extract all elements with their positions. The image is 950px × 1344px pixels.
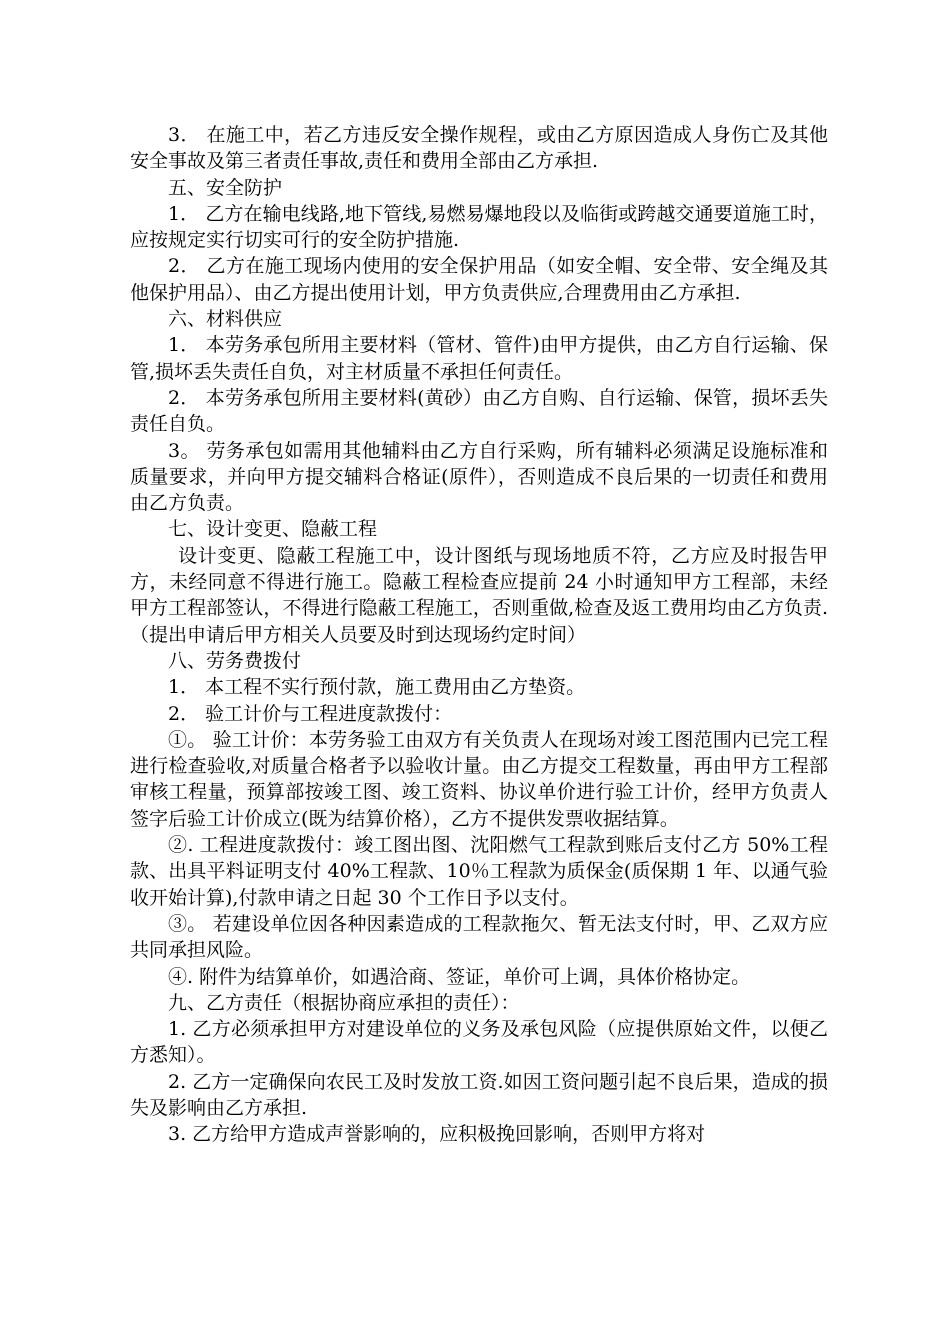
paragraph-protective-equipment: 2． 乙方在施工现场内使用的安全保护用品（如安全帽、安全带、安全绳及其他保护用品）、由乙方提出使用计划，甲方负责供应,合理费用由乙方承担.: [130, 255, 828, 304]
paragraph-no-advance-payment: 1． 本工程不实行预付款，施工费用由乙方垫资。: [168, 676, 586, 699]
paragraph-obligations-risk: 1. 乙方必须承担甲方对建设单位的义务及承包风险（应提供原始文件，以便乙方悉知）。: [130, 1018, 828, 1067]
paragraph-main-materials-sand: 2． 本劳务承包所用主要材料(黄砂）由乙方自购、自行运输、保管，损坏丢失责任自负。: [130, 386, 828, 436]
section-heading-labor-payment: 八、劳务费拨付: [168, 649, 302, 672]
paragraph-shared-risk: ③。 若建设单位因各种因素造成的工程款拖欠、暂无法支付时，甲、乙双方应共同承担风险。: [130, 912, 828, 962]
paragraph-safety-violation: 3． 在施工中，若乙方违反安全操作规程，或由乙方原因造成人身伤亡及其他安全事故及第三者责任事故,责任和费用全部由乙方承担.: [130, 124, 828, 173]
paragraph-auxiliary-materials: 3。 劳务承包如需用其他辅料由乙方自行采购，所有辅料必须满足设施标准和质量要求，并向甲方提交辅料合格证(原件），否则造成不良后果的一切责任和费用由乙方负责。: [130, 439, 828, 515]
paragraph-unit-price-attachment: ④. 附件为结算单价，如遇洽商、签证，单价可上调，具体价格协定。: [168, 965, 751, 988]
paragraph-main-materials-party-a: 1． 本劳务承包所用主要材料（管材、管件)由甲方提供，由乙方自行运输、保管,损坏丢失责任自负，对主材质量不承担任何责任。: [130, 334, 828, 383]
paragraph-worker-wages: 2. 乙方一定确保向农民工及时发放工资.如因工资问题引起不良后果，造成的损失及影响由乙方承担.: [130, 1070, 828, 1119]
paragraph-valuation-heading: 2． 验工计价与工程进度款拨付：: [168, 702, 453, 725]
section-heading-party-b-responsibilities: 九、乙方责任（根据协商应承担的责任）：: [168, 991, 520, 1014]
paragraph-reputation-impact: 3. 乙方给甲方造成声誉影响的，应积极挽回影响，否则甲方将对: [168, 1123, 706, 1146]
paragraph-progress-payment: ②. 工程进度款拨付：竣工图出图、沈阳燃气工程款到账后支付乙方 50%工程款、出具平料证明支付 40%工程款、10％工程款为质保金(质保期 1 年、以通气验收开始计算),付款申请之日起 30 个工作日予以支付。: [130, 834, 828, 909]
paragraph-protection-measures: 1． 乙方在输电线路,地下管线,易燃易爆地段以及临街或跨越交通要道施工时，应按规定实行切实可行的安全防护措施.: [130, 202, 828, 252]
paragraph-concealed-works: 设计变更、隐蔽工程施工中，设计图纸与现场地质不符，乙方应及时报告甲方，未经同意不得进行施工。隐蔽工程检查应提前 24 小时通知甲方工程部，未经甲方工程部签认，不得进行隐蔽工程施工，否则重做,检查及返工费用均由乙方负责.（提出申请后甲方相关人员要及时到达现场约定时间）: [130, 544, 828, 646]
section-heading-design-changes: 七、设计变更、隐蔽工程: [168, 518, 378, 541]
section-heading-safety-protection: 五、安全防护: [168, 176, 283, 199]
paragraph-valuation: ①。 验工计价：本劳务验工由双方有关负责人在现场对竣工图范围内已完工程进行检查验收,对质量合格者予以验收计量。由乙方提交工程数量，再由甲方工程部审核工程量，预算部按竣工图、竣工资料、协议单价进行验工计价，经甲方负责人签字后验工计价成立(既为结算价格），乙方不提供发票收据结算。: [130, 728, 828, 830]
document-body: [130, 122, 828, 1148]
section-heading-material-supply: 六、材料供应: [168, 308, 283, 331]
